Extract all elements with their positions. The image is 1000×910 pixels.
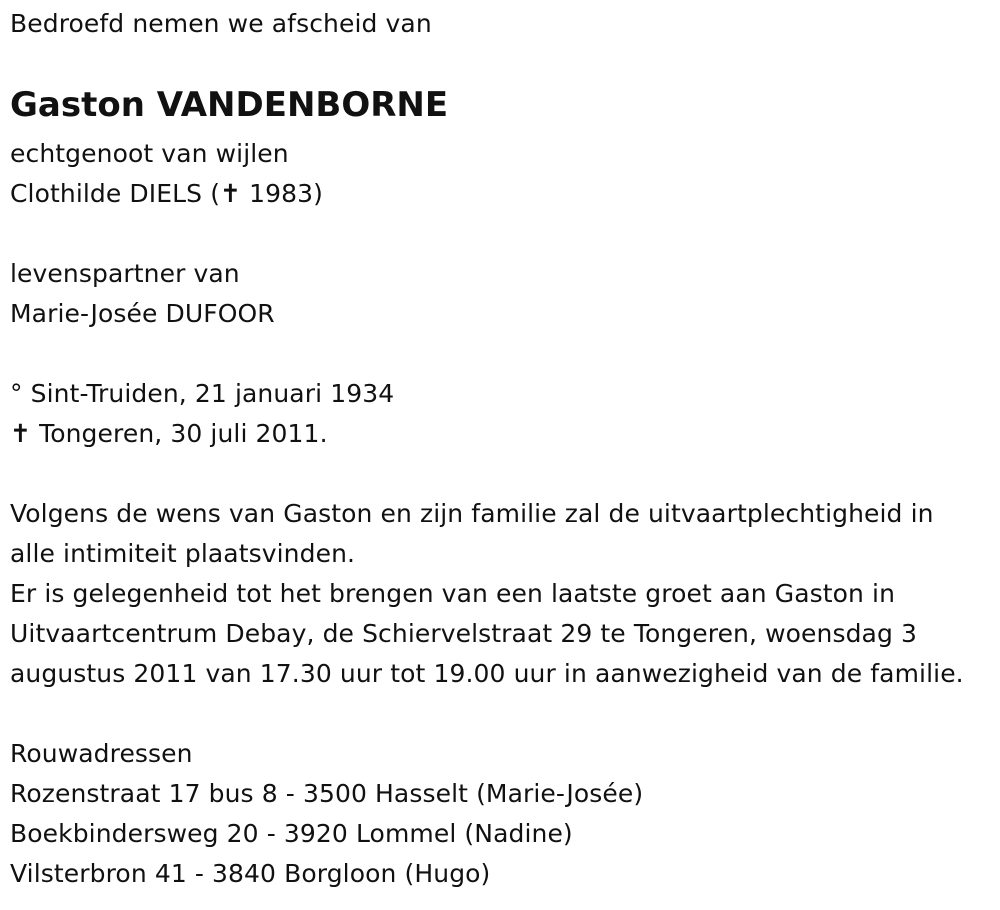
partner-label: levenspartner van <box>10 259 240 288</box>
funeral-text-line: Volgens de wens van Gaston en zijn familie zal de uitvaartplechtigheid in <box>10 499 934 528</box>
address-item: Vilsterbron 41 - 3840 Borgloon (Hugo) <box>10 859 491 888</box>
addresses-block <box>10 734 643 894</box>
address-item: Boekbindersweg 20 - 3920 Lommel (Nadine) <box>10 819 573 848</box>
partner-block <box>10 254 275 334</box>
spouse-name: Clothilde DIELS (✝ 1983) <box>10 179 324 208</box>
partner-name: Marie-Josée DUFOOR <box>10 299 275 328</box>
address-item: Rozenstraat 17 bus 8 - 3500 Hasselt (Marie-Josée) <box>10 779 644 808</box>
spouse-block <box>10 134 323 214</box>
addresses-title: Rouwadressen <box>10 739 193 768</box>
death-line: ✝ Tongeren, 30 juli 2011. <box>10 419 328 448</box>
birth-line: ° Sint-Truiden, 21 januari 1934 <box>10 379 395 408</box>
funeral-text-line: Er is gelegenheid tot het brengen van een laatste groet aan Gaston in <box>10 579 896 608</box>
funeral-text-line: augustus 2011 van 17.30 uur tot 19.00 uur in aanwezigheid van de familie. <box>10 659 964 688</box>
deceased-name: Gaston VANDENBORNE <box>10 85 449 125</box>
spouse-label: echtgenoot van wijlen <box>10 139 289 168</box>
dates-block <box>10 374 394 454</box>
intro-text: Bedroefd nemen we afscheid van <box>10 9 432 38</box>
funeral-text-line: Uitvaartcentrum Debay, de Schiervelstraat 29 te Tongeren, woensdag 3 <box>10 619 917 648</box>
funeral-text-block <box>10 494 964 694</box>
funeral-text-line: alle intimiteit plaatsvinden. <box>10 539 356 568</box>
